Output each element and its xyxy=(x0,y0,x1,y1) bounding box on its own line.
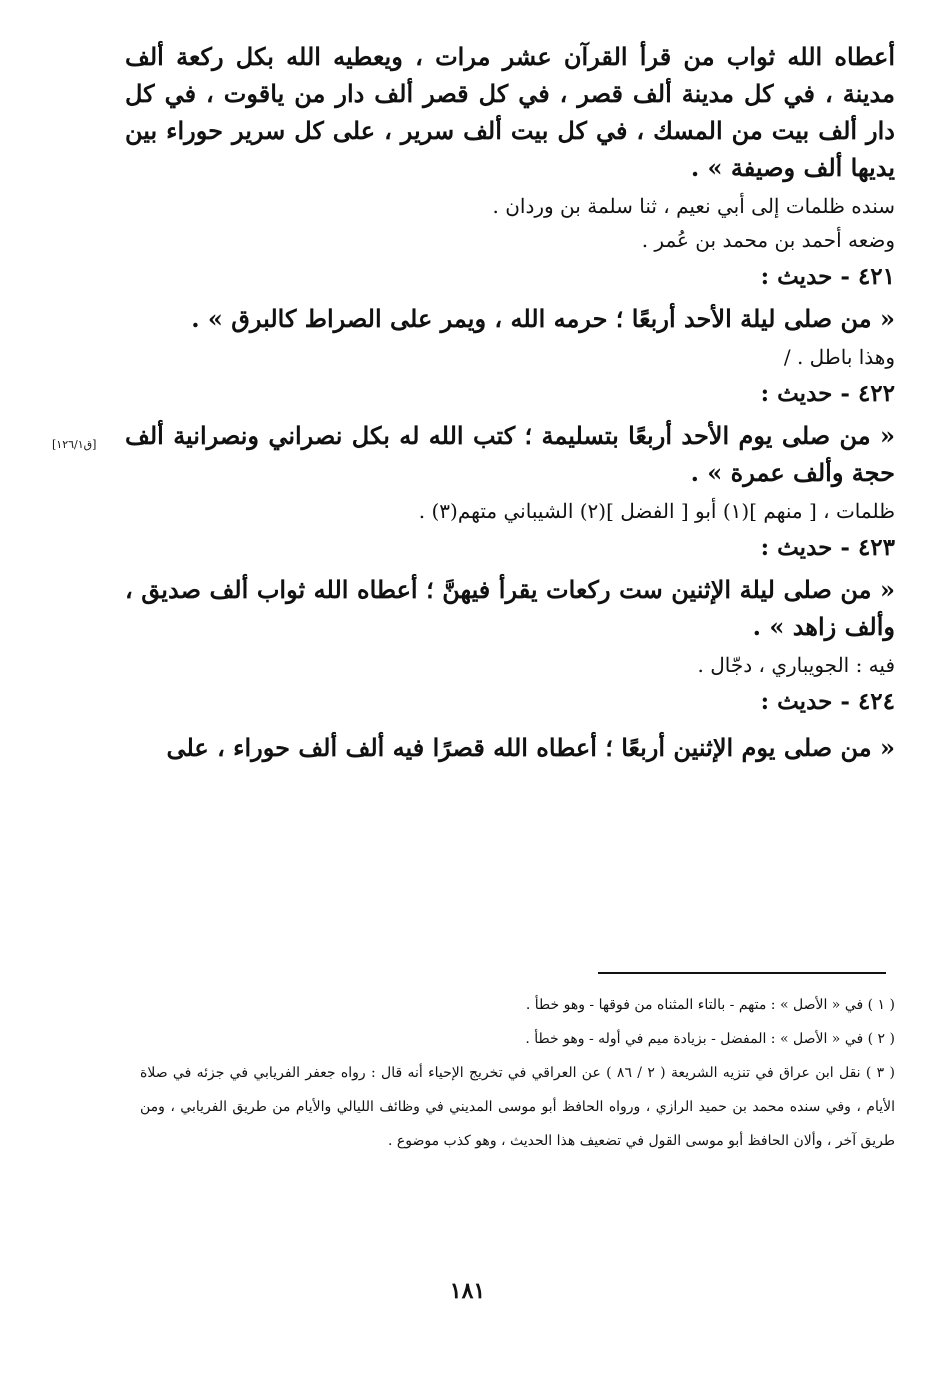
hadith-423-heading: ٤٢٣ - حديث : xyxy=(760,534,895,561)
intro-wadi-note: وضعه أحمد بن محمد بن عُمر . xyxy=(641,228,895,252)
hadith-423-text: « من صلى ليلة الإثنين ست ركعات يقرأ فيهنَّ ؛ أعطاه الله ثواب ألف صديق ، وألف زاهد » . xyxy=(125,575,895,641)
hadith-422-text: « من صلى يوم الأحد أربعًا بتسليمة ؛ كتب الله له بكل نصراني ونصرانية ألف حجة وألف عمرة » . xyxy=(125,421,895,487)
main-text-block xyxy=(125,38,895,766)
hadith-424-heading: ٤٢٤ - حديث : xyxy=(760,688,895,715)
hadith-422-heading: ٤٢٢ - حديث : xyxy=(760,380,895,407)
hadith-423-note: فيه : الجويباري ، دجّال . xyxy=(697,653,895,677)
intro-sanad-note: سنده ظلمات إلى أبي نعيم ، ثنا سلمة بن وردان . xyxy=(492,194,895,218)
page-number: ١٨١ xyxy=(449,1278,486,1304)
hadith-421-note: وهذا باطل . / xyxy=(783,345,895,369)
hadith-422-note: ظلمات ، [ منهم ](١) أبو [ الفضل ](٢) الشيباني متهم(٣) . xyxy=(418,499,895,523)
footnote-2: ( ٢ ) في « الأصل » : المفضل - بزيادة ميم في أوله - وهو خطأ . xyxy=(525,1031,895,1047)
footnote-divider xyxy=(598,972,886,974)
footnote-3: ( ٣ ) نقل ابن عراق في تنزيه الشريعة ( ٢ / ٨٦ ) عن العراقي في تخريج الإحياء أنه قال : رواه جعفر الفريابي في جزئه في صلاة الأيام ، وفي سنده محمد بن حميد الرازي ، ورواه الحافظ أبو موسى المديني في وظائف الليالي والأيام من طريق الفريابي ، ومن طريق آخر ، وألان الحافظ أبو موسى القول في تضعيف هذا الحديث ، وهو كذب موضوع . xyxy=(140,1065,895,1149)
footnote-1: ( ١ ) في « الأصل » : متهم - بالتاء المثناه من فوقها - وهو خطأ . xyxy=(525,997,895,1013)
hadith-424-text: « من صلى يوم الإثنين أربعًا ؛ أعطاه الله قصرًا فيه ألف ألف حوراء ، على xyxy=(166,733,895,762)
hadith-421-text: « من صلى ليلة الأحد أربعًا ؛ حرمه الله ، ويمر على الصراط كالبرق » . xyxy=(191,304,895,333)
hadith-421-heading: ٤٢١ - حديث : xyxy=(760,263,895,290)
intro-hadith-text: أعطاه الله ثواب من قرأ القرآن عشر مرات ، ويعطيه الله بكل ركعة ألف مدينة ، في كل مدينة ألف قصر ، في كل قصر ألف دار من ياقوت ، في كل دار ألف بيت من المسك ، في كل بيت ألف سرير ، على كل سرير حوراء بين يديها ألف وصيفة » . xyxy=(125,42,895,182)
manuscript-folio-reference: [ق١٢٦/١] xyxy=(52,438,97,451)
footnotes-block xyxy=(140,988,895,1158)
